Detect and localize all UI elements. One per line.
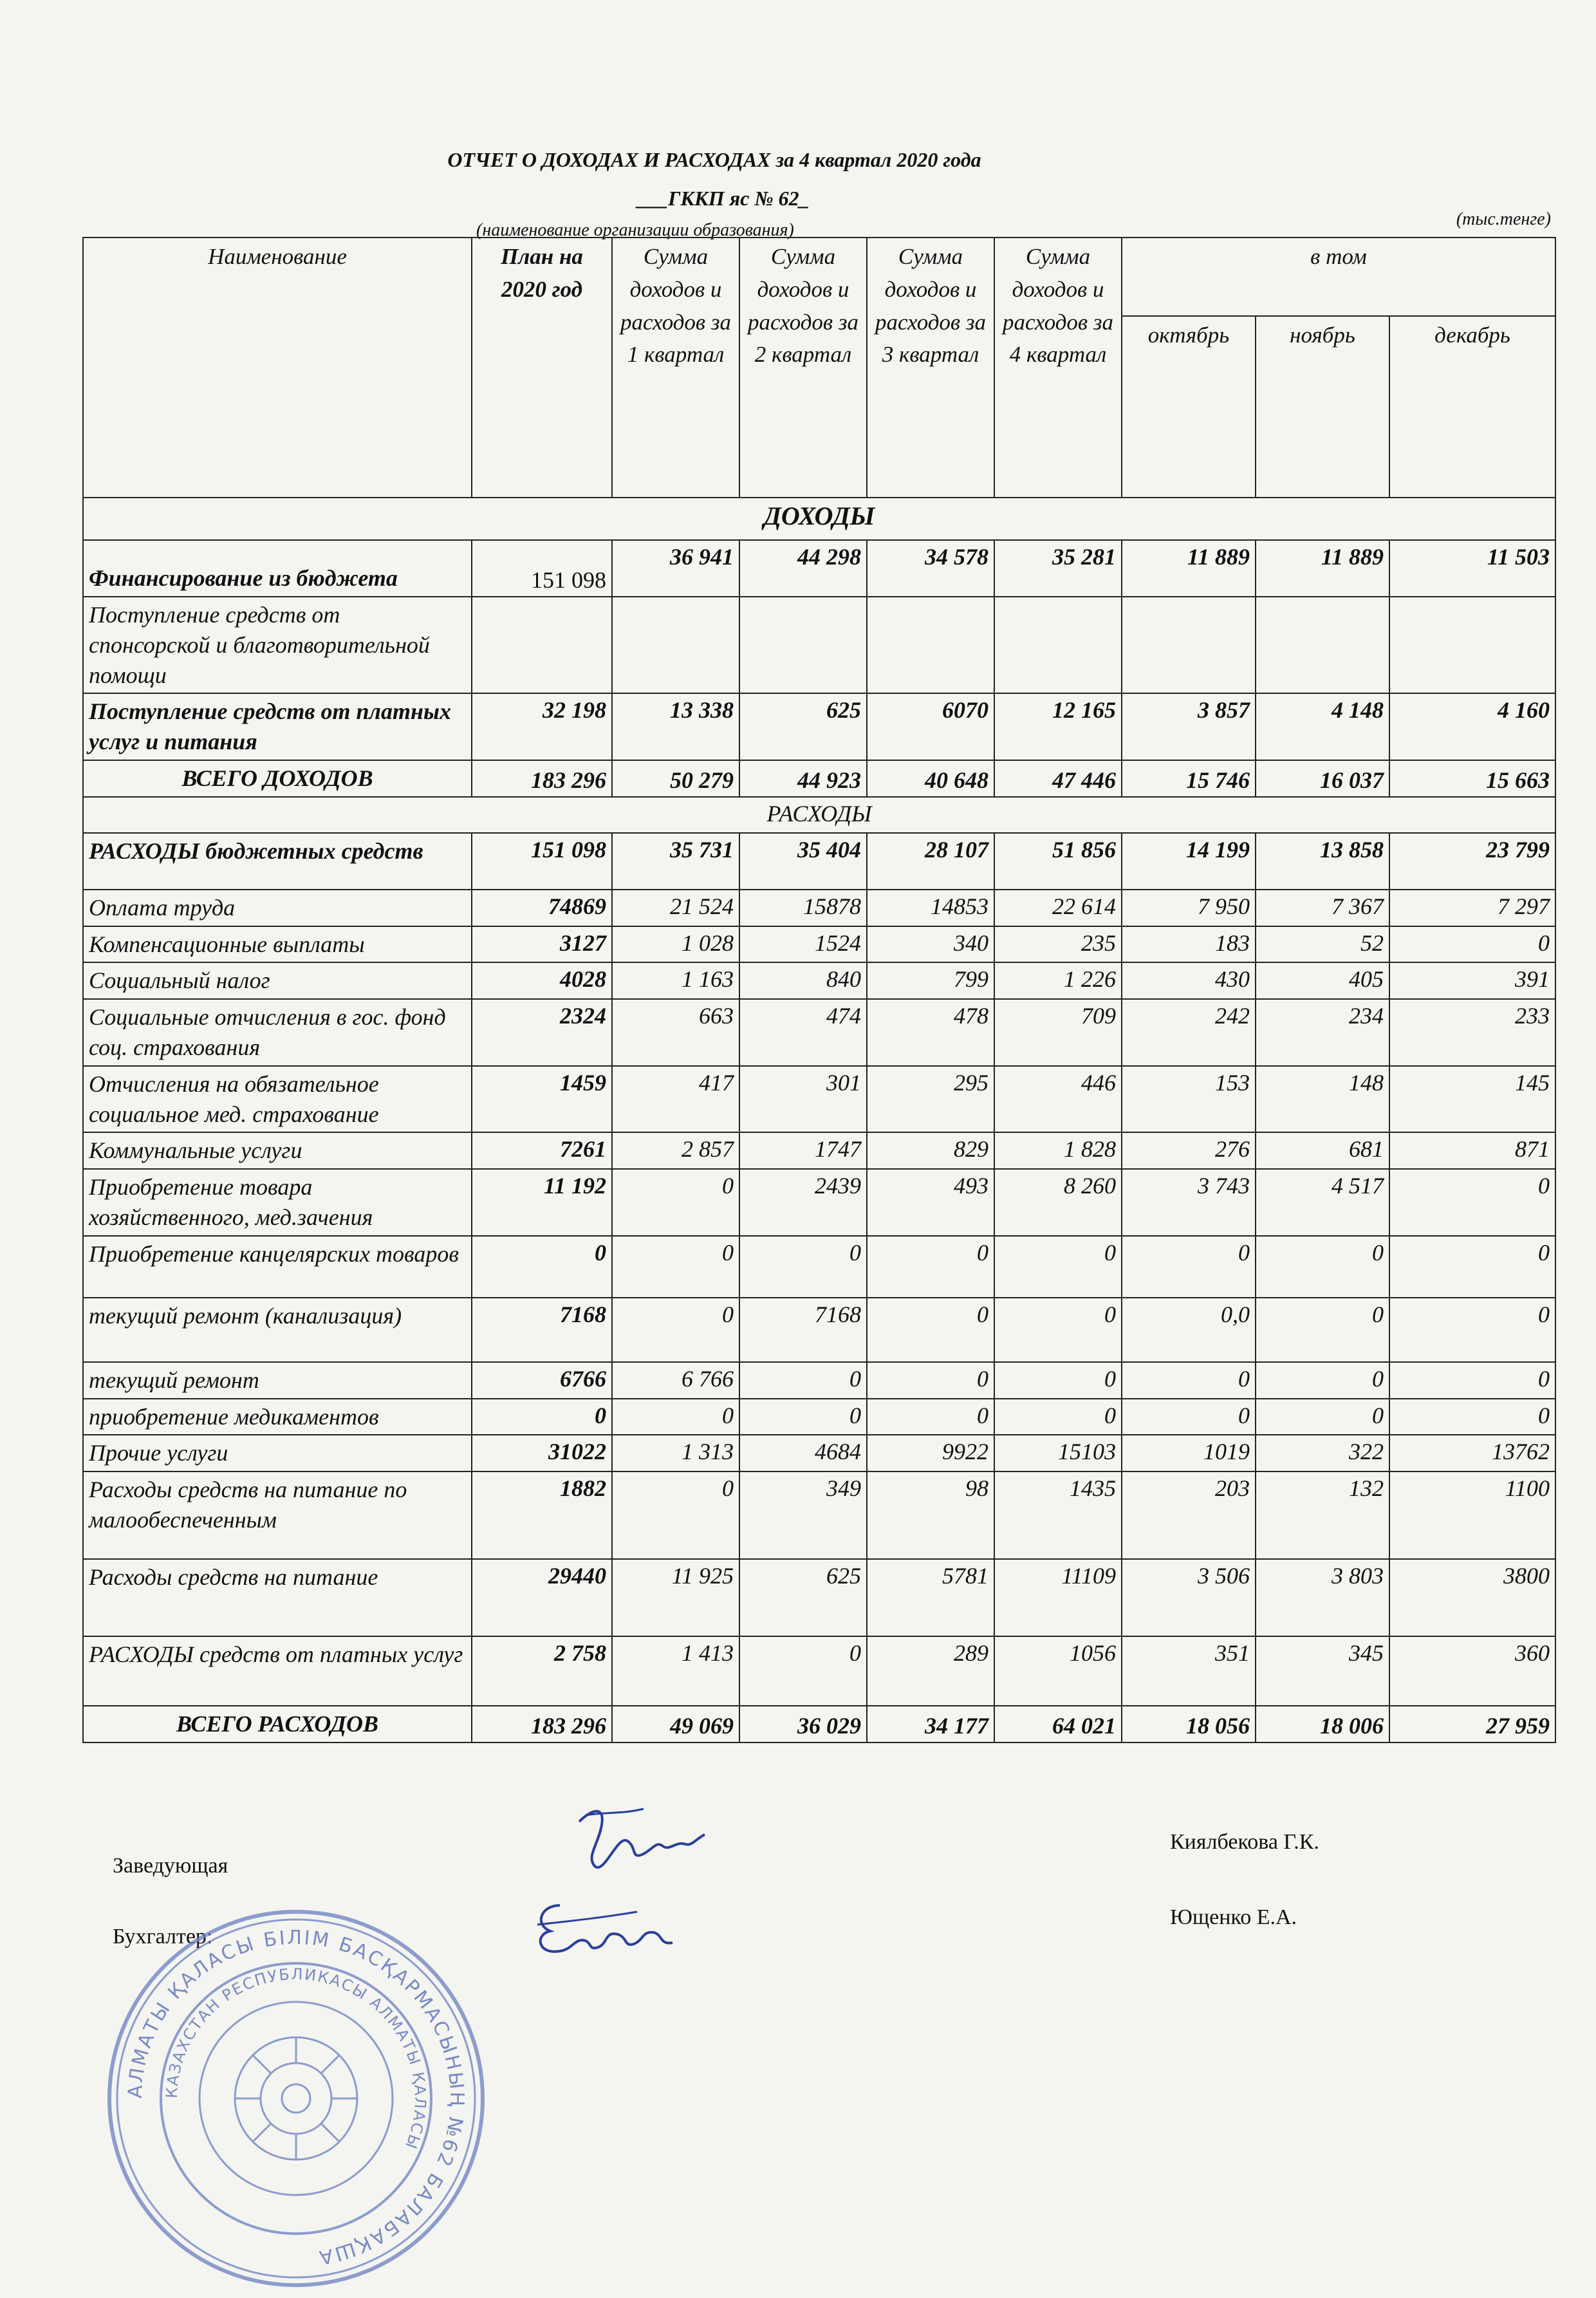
col-header-plan: План на 2020 год [472,238,612,498]
row-name: текущий ремонт (канализация) [83,1298,472,1362]
cell-plan: 31022 [472,1435,612,1471]
stamp-inner-text: КАЗАХСТАН РЕСПУБЛИКАСЫ АЛМАТЫ ҚАЛАСЫ [162,1965,430,2153]
cell-oct: 3 857 [1122,693,1256,760]
cell-dec: 3800 [1389,1559,1555,1636]
head-signature [566,1796,714,1886]
cell-nov: 4 517 [1256,1169,1389,1236]
cell-q1: 417 [612,1066,739,1133]
cell-oct: 430 [1122,962,1256,999]
expense-row [83,926,1555,963]
cell-dec: 27 959 [1389,1706,1555,1742]
cell-plan: 0 [472,1236,612,1298]
cell-q2: 840 [739,962,867,999]
section-income: ДОХОДЫ [83,498,1555,540]
cell-q4: 51 856 [994,833,1122,890]
expense-row [83,1636,1555,1706]
cell-dec: 4 160 [1389,693,1555,760]
cell-q1: 2 857 [612,1132,739,1169]
cell-q2: 1524 [739,926,867,963]
cell-dec: 13762 [1389,1435,1555,1471]
income-total-row [83,760,1555,797]
cell-plan: 11 192 [472,1169,612,1236]
cell-q4: 64 021 [994,1706,1122,1742]
row-name: Прочие услуги [83,1435,472,1471]
cell-q3: 829 [867,1132,994,1169]
cell-q4 [994,597,1122,693]
row-name: приобретение медикаментов [83,1399,472,1435]
cell-q2: 44 923 [739,760,867,797]
cell-nov: 13 858 [1256,833,1389,890]
cell-oct [1122,597,1256,693]
cell-q4: 0 [994,1236,1122,1298]
cell-q2: 301 [739,1066,867,1133]
cell-dec: 871 [1389,1132,1555,1169]
cell-oct: 203 [1122,1471,1256,1559]
cell-plan: 183 296 [472,760,612,797]
cell-q1: 13 338 [612,693,739,760]
row-name: Расходы средств на питание [83,1559,472,1636]
col-header-oct: октябрь [1122,316,1256,498]
cell-nov: 11 889 [1256,540,1389,597]
cell-q2: 4684 [739,1435,867,1471]
cell-plan: 2324 [472,999,612,1066]
col-header-dec: декабрь [1389,316,1555,498]
cell-q1: 50 279 [612,760,739,797]
row-name: Поступление средств от платных услуг и питания [83,693,472,760]
cell-dec: 0 [1389,1399,1555,1435]
cell-oct: 0 [1122,1399,1256,1435]
cell-dec: 0 [1389,926,1555,963]
cell-q2: 625 [739,693,867,760]
cell-plan: 183 296 [472,1706,612,1742]
row-name: Поступление средств от спонсорской и благотворительной помощи [83,597,472,693]
cell-q4: 8 260 [994,1169,1122,1236]
cell-q4: 1435 [994,1471,1122,1559]
cell-q3: 0 [867,1236,994,1298]
cell-plan: 151 098 [472,540,612,597]
cell-q4: 0 [994,1298,1122,1362]
report-title: ОТЧЕТ О ДОХОДАХ И РАСХОДАХ за 4 квартал 2020 года [447,148,981,171]
cell-q4: 1 226 [994,962,1122,999]
cell-q4: 15103 [994,1435,1122,1471]
cell-q2: 35 404 [739,833,867,890]
cell-nov: 234 [1256,999,1389,1066]
cell-dec: 1100 [1389,1471,1555,1559]
income-row [83,693,1555,760]
cell-oct: 153 [1122,1066,1256,1133]
cell-q3: 0 [867,1298,994,1362]
cell-q3: 40 648 [867,760,994,797]
cell-nov: 0 [1256,1236,1389,1298]
cell-nov: 681 [1256,1132,1389,1169]
cell-q2: 349 [739,1471,867,1559]
cell-q4: 47 446 [994,760,1122,797]
cell-q1: 1 028 [612,926,739,963]
cell-q1: 1 313 [612,1435,739,1471]
cell-q3: 34 578 [867,540,994,597]
cell-plan [472,597,612,693]
cell-q4: 709 [994,999,1122,1066]
cell-q2 [739,597,867,693]
cell-plan: 4028 [472,962,612,999]
expense-total-row [83,1706,1555,1742]
expense-row [83,1362,1555,1399]
col-header-group: в том [1122,238,1555,316]
col-header-nov: ноябрь [1256,316,1389,498]
cell-oct: 351 [1122,1636,1256,1706]
cell-oct: 0 [1122,1362,1256,1399]
cell-q2: 1747 [739,1132,867,1169]
cell-dec: 0 [1389,1298,1555,1362]
row-name: Приобретение товара хозяйственного, мед.зачения [83,1169,472,1236]
cell-oct: 0,0 [1122,1298,1256,1362]
row-name: ВСЕГО РАСХОДОВ [83,1706,472,1742]
cell-nov: 3 803 [1256,1559,1389,1636]
official-stamp [97,1899,496,2298]
cell-q1: 6 766 [612,1362,739,1399]
cell-plan: 7261 [472,1132,612,1169]
accountant-label: Бухгалтер: [113,1925,213,1948]
expense-row [83,1236,1555,1298]
cell-dec: 15 663 [1389,760,1555,797]
cell-q1: 0 [612,1471,739,1559]
cell-oct: 0 [1122,1236,1256,1298]
cell-q1 [612,597,739,693]
expense-row [83,1066,1555,1133]
income-row [83,540,1555,597]
report-table [82,237,1556,1743]
row-name: Расходы средств на питание по малообеспеченным [83,1471,472,1559]
expense-row [83,962,1555,999]
cell-oct: 11 889 [1122,540,1256,597]
cell-q1: 21 524 [612,890,739,926]
cell-q2: 7168 [739,1298,867,1362]
cell-q2: 625 [739,1559,867,1636]
row-name: РАСХОДЫ бюджетных средств [83,833,472,890]
row-name: РАСХОДЫ средств от платных услуг [83,1636,472,1706]
cell-q3: 9922 [867,1435,994,1471]
cell-q3: 0 [867,1399,994,1435]
head-label: Заведующая [113,1854,228,1878]
cell-q4: 11109 [994,1559,1122,1636]
cell-dec: 7 297 [1389,890,1555,926]
cell-q3: 6070 [867,693,994,760]
cell-q3 [867,597,994,693]
cell-q3: 493 [867,1169,994,1236]
cell-plan: 151 098 [472,833,612,890]
cell-oct: 14 199 [1122,833,1256,890]
cell-q1: 35 731 [612,833,739,890]
cell-nov: 4 148 [1256,693,1389,760]
cell-q4: 1056 [994,1636,1122,1706]
cell-q4: 35 281 [994,540,1122,597]
expense-row [83,833,1555,890]
accountant-signature [528,1886,695,1970]
cell-dec: 145 [1389,1066,1555,1133]
col-header-q4: Сумма доходов и расходов за 4 квартал [994,238,1122,498]
expense-row [83,1471,1555,1559]
cell-nov: 148 [1256,1066,1389,1133]
head-name: Киялбекова Г.К. [1170,1830,1319,1854]
cell-q1: 1 163 [612,962,739,999]
row-name: ВСЕГО ДОХОДОВ [83,760,472,797]
cell-q2: 2439 [739,1169,867,1236]
cell-q4: 235 [994,926,1122,963]
cell-oct: 7 950 [1122,890,1256,926]
cell-q4: 1 828 [994,1132,1122,1169]
organization-caption: (наименование организации образования) [476,220,794,240]
cell-plan: 1882 [472,1471,612,1559]
col-header-q2: Сумма доходов и расходов за 2 квартал [739,238,867,498]
cell-q1: 1 413 [612,1636,739,1706]
cell-oct: 183 [1122,926,1256,963]
expense-row [83,890,1555,926]
cell-q2: 15878 [739,890,867,926]
cell-q3: 5781 [867,1559,994,1636]
row-name: Социальный налог [83,962,472,999]
cell-q2: 0 [739,1399,867,1435]
cell-q1: 0 [612,1298,739,1362]
cell-nov: 7 367 [1256,890,1389,926]
cell-nov: 0 [1256,1298,1389,1362]
cell-q1: 36 941 [612,540,739,597]
cell-plan: 3127 [472,926,612,963]
cell-nov: 0 [1256,1399,1389,1435]
cell-dec: 391 [1389,962,1555,999]
cell-q3: 98 [867,1471,994,1559]
col-header-q1: Сумма доходов и расходов за 1 квартал [612,238,739,498]
cell-q4: 446 [994,1066,1122,1133]
cell-q3: 289 [867,1636,994,1706]
cell-nov: 345 [1256,1636,1389,1706]
expense-row [83,1298,1555,1362]
cell-plan: 29440 [472,1559,612,1636]
cell-dec: 0 [1389,1169,1555,1236]
cell-q4: 22 614 [994,890,1122,926]
cell-nov [1256,597,1389,693]
row-name: Приобретение канцелярских товаров [83,1236,472,1298]
accountant-name: Ющенко Е.А. [1170,1905,1297,1929]
cell-oct: 18 056 [1122,1706,1256,1742]
cell-plan: 32 198 [472,693,612,760]
expense-row [83,1169,1555,1236]
cell-q4: 0 [994,1362,1122,1399]
cell-plan: 74869 [472,890,612,926]
row-name: Оплата труда [83,890,472,926]
cell-oct: 242 [1122,999,1256,1066]
cell-nov: 405 [1256,962,1389,999]
cell-dec: 0 [1389,1362,1555,1399]
cell-oct: 3 506 [1122,1559,1256,1636]
cell-q1: 11 925 [612,1559,739,1636]
cell-q2: 44 298 [739,540,867,597]
cell-plan: 7168 [472,1298,612,1362]
row-name: Финансирование из бюджета [83,540,472,597]
expense-row [83,1399,1555,1435]
cell-nov: 16 037 [1256,760,1389,797]
row-name: текущий ремонт [83,1362,472,1399]
stamp-outer-text: АЛМАТЫ ҚАЛАСЫ БІЛІМ БАСҚАРМАСЫНЫҢ №62 БАЛАБАҚША [124,1926,469,2269]
cell-oct: 3 743 [1122,1169,1256,1236]
cell-q2: 36 029 [739,1706,867,1742]
organization-name: ___ГККП яс № 62_ [637,187,810,210]
units-label: (тыс.тенге) [1456,209,1551,229]
cell-plan: 2 758 [472,1636,612,1706]
cell-q3: 34 177 [867,1706,994,1742]
expense-row [83,999,1555,1066]
expense-row [83,1132,1555,1169]
cell-q3: 295 [867,1066,994,1133]
cell-nov: 132 [1256,1471,1389,1559]
report-body [83,498,1555,1742]
cell-nov: 322 [1256,1435,1389,1471]
cell-plan: 0 [472,1399,612,1435]
cell-q3: 14853 [867,890,994,926]
cell-q3: 799 [867,962,994,999]
cell-nov: 18 006 [1256,1706,1389,1742]
expense-row [83,1435,1555,1471]
cell-q2: 0 [739,1636,867,1706]
cell-q2: 474 [739,999,867,1066]
cell-q4: 0 [994,1399,1122,1435]
cell-nov: 0 [1256,1362,1389,1399]
income-row [83,597,1555,693]
section-expenses: РАСХОДЫ [83,797,1555,833]
cell-q1: 49 069 [612,1706,739,1742]
cell-q2: 0 [739,1362,867,1399]
row-name: Коммунальные услуги [83,1132,472,1169]
expense-row [83,1559,1555,1636]
row-name: Отчисления на обязательное социальное мед. страхование [83,1066,472,1133]
cell-dec: 360 [1389,1636,1555,1706]
cell-q1: 0 [612,1236,739,1298]
cell-dec: 23 799 [1389,833,1555,890]
cell-q4: 12 165 [994,693,1122,760]
cell-dec [1389,597,1555,693]
cell-dec: 233 [1389,999,1555,1066]
cell-dec: 0 [1389,1236,1555,1298]
cell-q3: 340 [867,926,994,963]
cell-plan: 1459 [472,1066,612,1133]
row-name: Социальные отчисления в гос. фонд соц. страхования [83,999,472,1066]
cell-q2: 0 [739,1236,867,1298]
cell-plan: 6766 [472,1362,612,1399]
cell-q1: 0 [612,1169,739,1236]
emblem-icon [235,2037,357,2160]
cell-oct: 15 746 [1122,760,1256,797]
cell-dec: 11 503 [1389,540,1555,597]
cell-nov: 52 [1256,926,1389,963]
cell-q3: 478 [867,999,994,1066]
row-name: Компенсационные выплаты [83,926,472,963]
cell-oct: 276 [1122,1132,1256,1169]
col-header-q3: Сумма доходов и расходов за 3 квартал [867,238,994,498]
cell-q1: 0 [612,1399,739,1435]
col-header-name: Наименование [83,238,472,498]
cell-q3: 28 107 [867,833,994,890]
cell-oct: 1019 [1122,1435,1256,1471]
cell-q3: 0 [867,1362,994,1399]
cell-q1: 663 [612,999,739,1066]
